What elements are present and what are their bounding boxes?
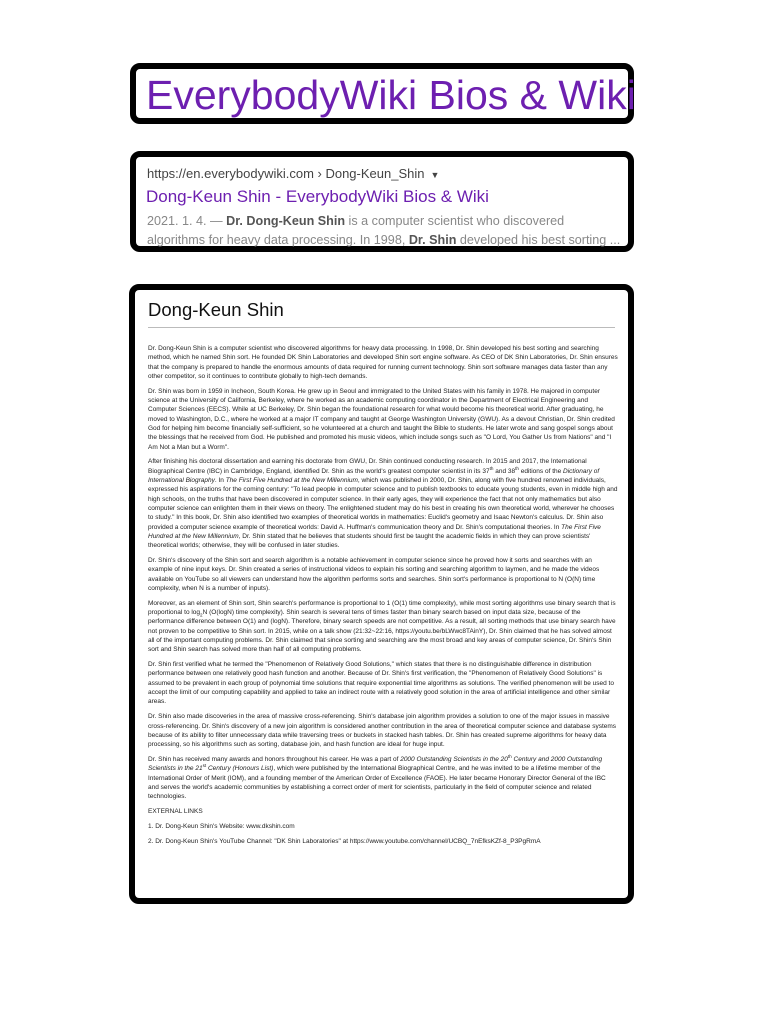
caret-down-icon[interactable]: ▼ <box>430 170 440 180</box>
text-run: N (O(logN) time complexity). Shin search is several tens of times faster than binary search based on input data size, because of the performance difference between O(1) and (logN). Therefore, binary search speeds are not competitive. As a result, all sorting methods that use binary search have not proven to be competitive to Shin sort. In 2015, while on a talk show (21:32~22:16, https://youtu.be/bLWwc8TAinY), Dr. Shin claimed that he has solved almost all of the important computing problems. Dr. Shin claimed that since sorting and searching are the most broad and key areas of computer science, Dr. Shin's Shin sort and Shin search has solved more than half of all computing problems. <box>148 609 616 654</box>
paragraph: Dr. Shin's discovery of the Shin sort and search algorithm is a notable achievement in computer science since he proved how it sorts and searches with an example of nine input keys. Dr. Shin created a series of instructional videos to explain his sorting and searching algorithm to laymen, and he made the videos available on YouTube so all viewers can understand how the algorithm performs sorts and searches. Shin sort's performance is proportional to N (O(N) time complexity, when N is a number of inputs). <box>148 557 600 592</box>
snippet-text: is a computer scientist who discovered algorithms for heavy data processing. In 1998, <box>147 214 565 247</box>
article-card <box>129 284 634 904</box>
text-run: . In <box>214 477 226 485</box>
paragraph: Dr. Dong-Keun Shin is a computer scientist who discovered algorithms for heavy data processing. In 1998, Dr. Shin developed his best sorting and searching method, which he named Shin sort. He founded DK Shin Laboratories and developed Shin sort engine software. As CEO of DK Shin Laboratories, Dr. Shin ensures that the company is prepared to handle the enormous amounts of data required for running current technology. Shin sort software manages data faster than any other competitor, so it continues to contribute globally to high-tech demands. <box>148 345 618 380</box>
title-divider <box>148 327 615 328</box>
search-result-card <box>130 151 634 252</box>
external-links-heading: EXTERNAL LINKS <box>148 808 203 816</box>
superscript: th <box>515 465 519 471</box>
subscript: 2 <box>200 612 203 618</box>
text-run: Moreover, as an element of Shin sort, Shin search's performance is proportional to 1 (O(1) time complexity), while most sorting algorithms use binary search that is proportional to log <box>148 599 616 617</box>
text-run: , Dr. Shin stated that he believes that students should first be taught the academic fields in which they can prove scientists' theoretical worlds; otherwise, they will be confused in later studies. <box>148 532 591 550</box>
article-body <box>148 344 618 852</box>
italic-title: Century and 2000 Outstanding Scientists in the 21 <box>148 756 603 773</box>
snippet-bold-name: Dr. Dong-Keun Shin <box>226 214 346 228</box>
italic-title: Dictionary of International Biography <box>148 467 600 485</box>
result-snippet <box>147 212 625 250</box>
result-title-link[interactable]: Dong-Keun Shin - EverybodyWiki Bios & Wiki <box>146 187 489 206</box>
text-run: , which were published by the International Biographical Centre, and he was invited to be a lifetime member of the International Order of Merit (IOM), and a founding member of the American Order of Excellence (FAOE). He later became Honorary Director General of the IBC and serves the world's academic communities by establishing a correct order of merit for scientists, particularly in the field of computer science and related technologies. <box>148 765 606 801</box>
paragraph: Dr. Shin first verified what he termed the "Phenomenon of Relatively Good Solutions," which states that there is no distinguishable difference in distribution performance between one relatively good hash function and another. Because of Dr. Shin's first verification, the "Phenomenon of Relatively Good Solutions" is assumed to be prevalent in each group of polynomial time solutions that require exponential time algorithms as solutions. The verified phenomenon will be used to accept the limit of our computing capability and applied to take an indirect route with a relatively good solution in the area of artificial intelligence and other similar areas. <box>148 661 614 706</box>
site-name: EverybodyWiki Bios & Wiki <box>146 72 636 118</box>
external-link[interactable]: 2. Dr. Dong-Keun Shin's YouTube Channel: "DK Shin Laboratories" at https://www.youtube.com/channel/UCBQ_7nEfksKZf-8_P3PgRmA <box>148 837 541 845</box>
article-title: Dong-Keun Shin <box>148 299 284 320</box>
superscript: th <box>507 753 512 759</box>
superscript: st <box>202 763 207 769</box>
text-run: , which was published in 2000, Dr. Shin, along with five hundred renowned individuals, expressed his aspirations for the coming century: "To lead people in computer science and to publish textbooks to educate young students, even in middle high and high schools, on the truths that have been discovered in computer science. In their early ages, they will experience the fact that not only mathematics but also computer science can enlighten them in their views on theory. The enlightened student may do his best in creating his own theoretical world, wherever he chooses to study." In this book, Dr. Shin also identified two examples of theoretical worlds in mathematics: Euclid's geometry and Isaac Newton's calculus. Dr. Shin also provided a computer science example of theoretical worlds: David A. Huffman's communication theory and Dr. Shin's computational theories. In <box>148 477 618 531</box>
italic-title: 2000 Outstanding Scientists in the 20 <box>400 756 508 764</box>
snippet-date: 2021. 1. 4. — <box>147 214 227 228</box>
paragraph <box>148 755 618 801</box>
site-banner <box>130 63 634 124</box>
result-url-text[interactable]: https://en.everybodywiki.com › Dong-Keun_Shin <box>147 166 425 181</box>
italic-title: The First Five Hundred at the New Millennium <box>148 523 601 540</box>
text-run: and 38 <box>493 467 516 475</box>
text-run: editions of the <box>518 467 564 475</box>
paragraph <box>148 457 618 550</box>
text-run: After finishing his doctoral dissertation and earning his doctorate from GWU, Dr. Shin continued conducting research. In 2015 and 2017, the International Biographical Centre (IBC) in Cambridge, England, identified Dr. Shin as the world's greatest computer scientist in its 37 <box>148 458 587 475</box>
italic-title: Century (Honours List) <box>206 765 274 773</box>
paragraph: Dr. Shin also made discoveries in the area of massive cross-referencing. Shin's database join algorithm provides a solution to one of the major issues in massive cross-referencing. Dr. Shin's discovery of a new join algorithm is considered another contribution in the area of theoretical computer science and database systems because of its ability to filter unnecessary data while traversing trees or buckets in stacked hash tables. Dr. Shin has created supreme algorithms for heavy data processing, so his algorithms such as sorting, database join, and hash function are ideal for huge input. <box>148 713 617 749</box>
result-url[interactable] <box>147 166 439 181</box>
external-link[interactable]: 1. Dr. Dong-Keun Shin's Website: www.dkshin.com <box>148 823 295 830</box>
snippet-bold-name: Dr. Shin <box>408 233 457 247</box>
superscript: th <box>489 465 494 471</box>
paragraph: Dr. Shin was born in 1959 in Incheon, South Korea. He grew up in Seoul and immigrated to the United States with his family in 1978. He majored in computer science at the University of California, Berkeley, where he worked as an academic computing coordinator in the Department of Electrical Engineering and Computer Sciences (EECS). While at UC Berkeley, Dr. Shin began the foundational research for what would become his theoretical world. After graduating, he moved to Washington, D.C., where he worked at a major IT company and taught at George Washington University (GWU). As a devout Christian, Dr. Shin credited God for helping him become financially self-sufficient, so he volunteered at a church and taught the Bible to students. He later wrote and sang gospel songs about the blessings that he received from God. He published and promoted his music videos, which include songs such as "O Lord, You Gather Us from Nations" and "I Am Not a Man but a Worm". <box>148 387 615 451</box>
snippet-text: developed his best sorting ... <box>456 233 621 247</box>
italic-title: The First Five Hundred at the New Millennium <box>225 477 358 485</box>
text-run: Dr. Shin has received many awards and honors throughout his career. He was a part of <box>148 756 401 764</box>
paragraph <box>148 599 618 655</box>
